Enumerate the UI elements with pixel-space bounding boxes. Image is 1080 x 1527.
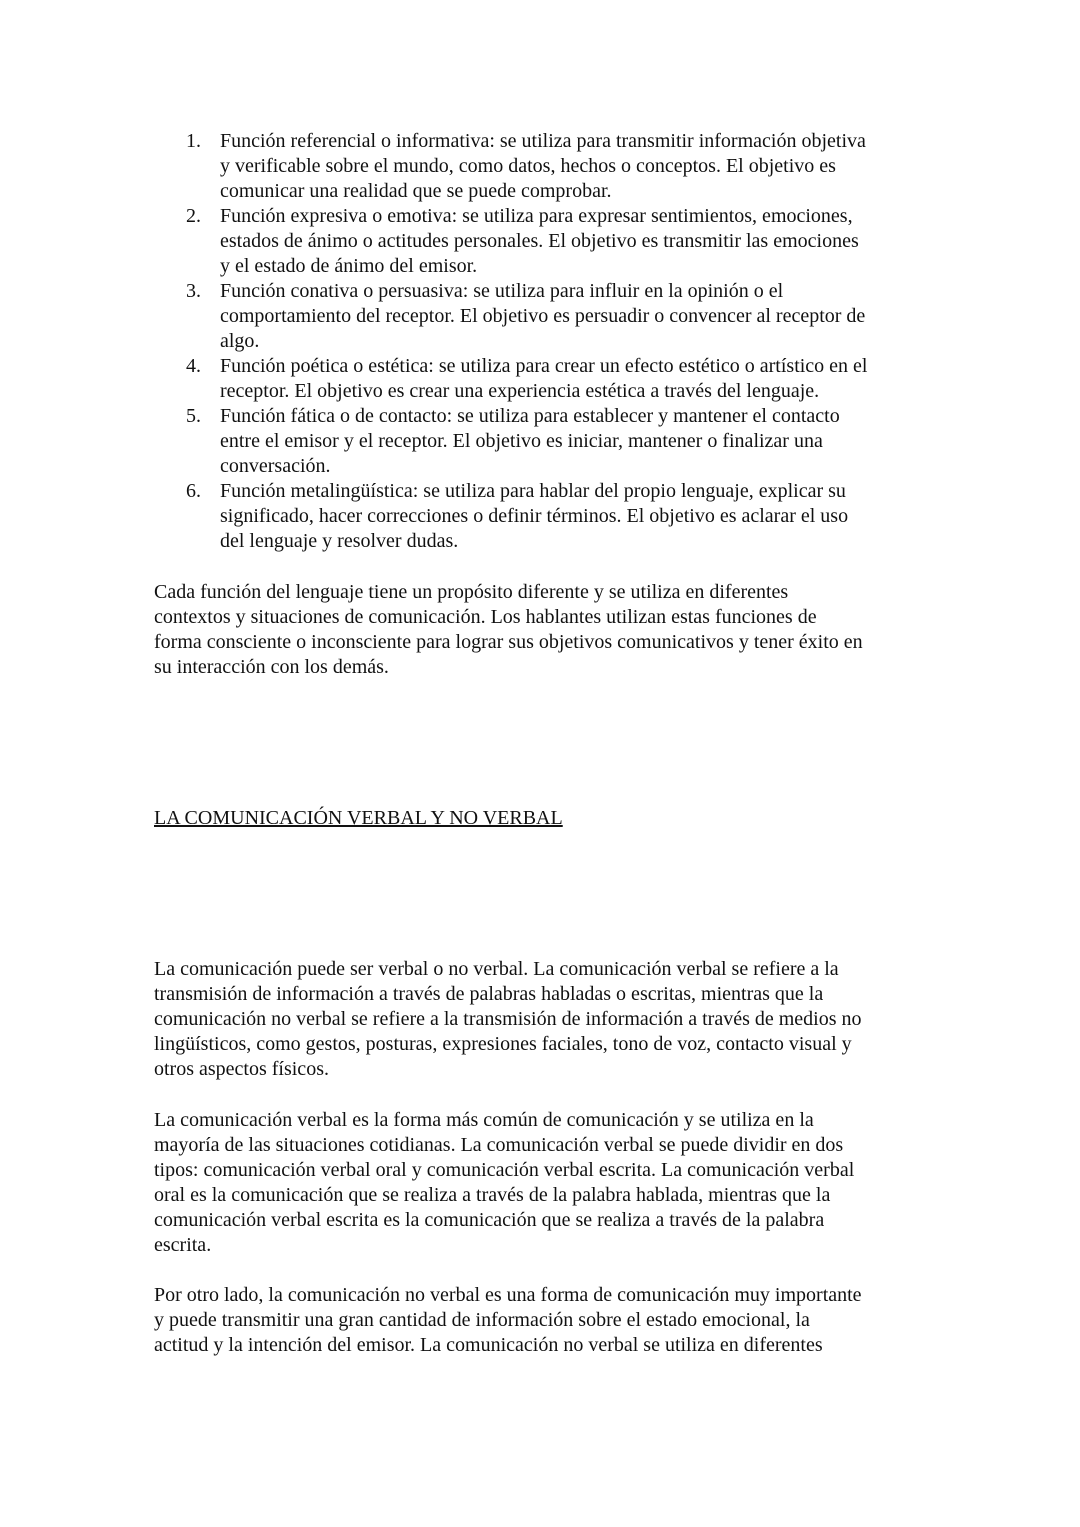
list-item-line: Función fática o de contacto: se utiliza para establecer y mantener el contacto — [220, 405, 840, 427]
text-line: comunicación verbal escrita es la comunicación que se realiza a través de la palabra — [154, 1209, 825, 1231]
text-line: actitud y la intención del emisor. La comunicación no verbal se utiliza en diferentes — [154, 1334, 823, 1356]
list-number: 4. — [186, 355, 201, 377]
list-item — [154, 129, 868, 204]
text-line: Cada función del lenguaje tiene un propósito diferente y se utiliza en diferentes — [154, 581, 789, 603]
text-line: transmisión de información a través de palabras habladas o escritas, mientras que la — [154, 983, 824, 1005]
text-line: lingüísticos, como gestos, posturas, expresiones faciales, tono de voz, contacto visual y — [154, 1033, 852, 1055]
list-item-line: Función poética o estética: se utiliza para crear un efecto estético o artístico en el — [220, 355, 868, 377]
text-line: su interacción con los demás. — [154, 656, 389, 678]
list-item-line: algo. — [220, 330, 260, 352]
text-line: otros aspectos físicos. — [154, 1058, 329, 1080]
list-item-line: estados de ánimo o actitudes personales. El objetivo es transmitir las emociones — [220, 230, 859, 252]
paragraph-verbal-communication — [154, 1108, 934, 1258]
list-item-line: y el estado de ánimo del emisor. — [220, 255, 478, 277]
list-item-line: entre el emisor y el receptor. El objetivo es iniciar, mantener o finalizar una — [220, 430, 823, 452]
list-item-line: Función expresiva o emotiva: se utiliza para expresar sentimientos, emociones, — [220, 205, 853, 227]
list-item-line: conversación. — [220, 455, 331, 477]
text-line: contextos y situaciones de comunicación. Los hablantes utilizan estas funciones de — [154, 606, 817, 628]
text-line: forma consciente o inconsciente para lograr sus objetivos comunicativos y tener éxito en — [154, 631, 863, 653]
summary-paragraph — [154, 580, 934, 680]
text-line: tipos: comunicación verbal oral y comunicación verbal escrita. La comunicación verbal — [154, 1159, 855, 1181]
list-item-line: y verificable sobre el mundo, como datos, hechos o conceptos. El objetivo es — [220, 155, 836, 177]
list-item — [154, 279, 868, 354]
text-line: y puede transmitir una gran cantidad de información sobre el estado emocional, la — [154, 1309, 810, 1331]
list-number: 2. — [186, 205, 201, 227]
paragraph-verbal-nonverbal — [154, 957, 934, 1082]
text-line: escrita. — [154, 1234, 212, 1256]
list-item — [154, 354, 868, 404]
list-number: 6. — [186, 480, 201, 502]
list-number: 5. — [186, 405, 201, 427]
text-line: comunicación no verbal se refiere a la transmisión de información a través de medios no — [154, 1008, 862, 1030]
list-item-line: receptor. El objetivo es crear una experiencia estética a través del lenguaje. — [220, 380, 820, 402]
list-item-line: Función metalingüística: se utiliza para hablar del propio lenguaje, explicar su — [220, 480, 846, 502]
list-item-line: Función conativa o persuasiva: se utiliza para influir en la opinión o el — [220, 280, 784, 302]
list-item-line: del lenguaje y resolver dudas. — [220, 530, 459, 552]
list-item-line: significado, hacer correcciones o definir términos. El objetivo es aclarar el uso — [220, 505, 849, 527]
list-item-line: comunicar una realidad que se puede comprobar. — [220, 180, 612, 202]
list-number: 1. — [186, 130, 201, 152]
paragraph-nonverbal-communication — [154, 1283, 934, 1358]
text-line: La comunicación puede ser verbal o no verbal. La comunicación verbal se refiere a la — [154, 958, 839, 980]
list-item — [154, 404, 868, 479]
text-line: Por otro lado, la comunicación no verbal es una forma de comunicación muy importante — [154, 1284, 862, 1306]
text-line: mayoría de las situaciones cotidianas. La comunicación verbal se puede dividir en dos — [154, 1134, 844, 1156]
list-number: 3. — [186, 280, 201, 302]
section-heading: LA COMUNICACIÓN VERBAL Y NO VERBAL — [154, 807, 563, 829]
text-line: oral es la comunicación que se realiza a través de la palabra hablada, mientras que la — [154, 1184, 831, 1206]
list-item — [154, 204, 868, 279]
text-line: La comunicación verbal es la forma más común de comunicación y se utiliza en la — [154, 1109, 814, 1131]
language-functions-list — [154, 129, 868, 554]
list-item-line: comportamiento del receptor. El objetivo es persuadir o convencer al receptor de — [220, 305, 866, 327]
list-item — [154, 479, 868, 554]
list-item-line: Función referencial o informativa: se utiliza para transmitir información objetiva — [220, 130, 866, 152]
